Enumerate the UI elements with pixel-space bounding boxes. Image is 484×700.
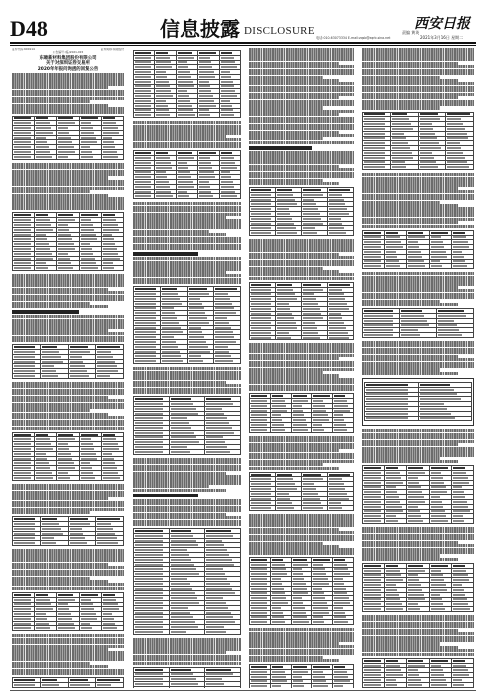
table-row [250,427,354,432]
section-heading [249,146,312,150]
table-cell [407,687,429,688]
table-cell [385,519,407,524]
bottom-rule [10,690,476,691]
data-table [362,465,474,524]
text-line [133,145,241,148]
data-table [364,382,472,421]
table-cell [250,231,276,236]
table-cell [79,266,101,271]
data-table [133,667,241,688]
date-line: 2021年3月16日 星期二 [420,35,464,40]
table-cell [134,359,161,364]
table-cell [407,607,429,612]
text-line [362,372,458,375]
text-line [133,247,241,250]
table-row [13,541,124,546]
table-cell [363,519,385,524]
table-row [13,266,124,271]
column-body [362,48,474,688]
table-cell [13,687,41,688]
table-cell [333,684,354,688]
contact-line: 电话:010-63073334 E-mail:zqsb@zqrb.sina.net [316,36,391,40]
text-line [12,427,124,430]
column-body [249,48,354,688]
table-cell [385,687,407,688]
table-cell [276,506,302,511]
table-cell [270,684,291,688]
table-cell [270,427,291,432]
table-cell [312,427,333,432]
table-cell [250,506,276,511]
table-row [13,626,124,631]
text-line [12,587,124,590]
column-2 [133,48,241,688]
table-cell [291,620,312,625]
table-row [363,607,474,612]
table-cell [250,335,276,340]
data-table [133,286,241,364]
table-cell [418,416,472,421]
table-cell [169,629,205,634]
table-cell [328,231,354,236]
text-line [12,511,90,514]
table-cell [400,333,437,338]
table-cell [13,374,41,379]
masthead-rule-thick [10,42,476,44]
text-line [133,281,241,284]
table-row [134,449,241,454]
table-cell [407,264,429,269]
table-cell [96,374,124,379]
table-cell [176,113,197,118]
table-cell [40,374,68,379]
data-table [362,230,474,269]
table-cell [96,687,124,688]
table-cell [35,154,57,159]
table-cell [79,626,101,631]
table-cell [291,684,312,688]
data-table [12,116,124,160]
table-cell [437,333,474,338]
data-table [249,282,354,341]
column-4 [362,48,474,688]
table-cell [134,629,170,634]
table-row [250,684,354,688]
table-cell [363,264,385,269]
table-cell [205,686,241,688]
table-row [13,374,124,379]
table-cell [35,475,57,480]
table-cell [40,687,68,688]
table-row [250,231,354,236]
table-cell [429,264,451,269]
text-line [249,552,354,555]
data-table [249,472,354,511]
data-table [133,150,241,199]
table-cell [169,449,205,454]
table-cell [328,335,354,340]
data-table [12,592,124,631]
table-cell [429,687,451,688]
table-row [134,686,241,688]
data-table [133,396,241,455]
table-cell [13,541,41,546]
text-line [249,182,339,185]
text-line [249,659,339,662]
table-cell [134,449,170,454]
text-line [249,141,354,144]
table-cell [187,359,214,364]
table-cell [302,506,328,511]
table-row [363,519,474,524]
column-body [12,73,124,688]
table-cell [205,629,241,634]
table-row [250,506,354,511]
table-cell [169,686,205,688]
table-cell [68,687,96,688]
text-line [362,558,458,561]
section-heading [12,310,79,314]
table-cell [176,194,197,199]
text-line [249,388,354,391]
table-row [363,333,474,338]
table-cell [333,620,354,625]
table-cell [79,154,101,159]
table-cell [155,194,176,199]
table-cell [407,519,429,524]
table-row [363,264,474,269]
data-table [249,557,354,625]
table-row [13,687,124,688]
table-cell [418,165,446,170]
table-row [13,154,124,159]
company-name: 东睦新材料集团股份有限公司 [39,55,97,61]
table-cell [276,335,302,340]
table-cell [250,620,271,625]
data-table [12,432,124,481]
table-cell [451,519,473,524]
table-cell [79,475,101,480]
data-table [362,112,474,171]
masthead [10,16,476,42]
section-title-zh: 信息披露 [160,17,240,41]
table-cell [390,165,418,170]
text-line [12,110,124,113]
table-cell [13,266,35,271]
text-line [249,277,354,280]
table-row [134,194,241,199]
masthead-rule-thin [10,45,476,46]
table-cell [101,154,123,159]
page-number: D48 [10,16,48,41]
data-table [12,344,124,379]
column-1 [12,48,124,688]
table-row [13,475,124,480]
table-cell [198,113,219,118]
table-cell [451,264,473,269]
table-cell [57,475,79,480]
table-cell [333,427,354,432]
data-table [12,516,124,546]
table-row [134,113,241,118]
section-title-en: DISCLOSURE [244,25,315,37]
table-cell [198,194,219,199]
announcement-title-line-2: 2020年年报问询函的回复公告 [37,67,99,72]
table-cell [451,607,473,612]
table-cell [57,626,79,631]
table-cell [363,165,391,170]
table-cell [429,519,451,524]
text-line [133,662,241,665]
table-cell [302,335,328,340]
table-cell [363,333,400,338]
data-table [362,658,474,688]
table-cell [101,475,123,480]
table-row [250,620,354,625]
table-cell [214,359,241,364]
table-row [363,165,474,170]
table-cell [134,194,155,199]
boxed-table [362,378,474,426]
text-line [12,672,124,675]
table-cell [13,626,35,631]
data-table [249,664,354,688]
text-line [133,391,241,394]
data-table [133,50,241,118]
table-row [134,359,241,364]
text-line [133,523,241,526]
table-cell [35,626,57,631]
table-row [250,335,354,340]
text-line [12,207,124,210]
table-cell [219,194,240,199]
announcement-title-line-1: 关于对深圳证券交易所 [46,61,90,67]
text-line [362,460,458,463]
table-cell [96,541,124,546]
table-row [365,416,472,421]
table-cell [385,264,407,269]
table-cell [302,231,328,236]
table-cell [134,113,155,118]
column-3 [249,48,354,688]
section-heading [133,494,198,498]
table-cell [101,626,123,631]
stock-name: 证券简称:东睦股份 [100,48,124,51]
data-table [362,563,474,612]
table-cell [365,416,419,421]
table-cell [205,449,241,454]
table-cell [385,607,407,612]
editor-line: 责编 黄英 [402,30,420,35]
table-cell [40,541,68,546]
text-line [12,305,108,308]
table-row [363,687,474,688]
table-cell [57,154,79,159]
text-line [12,339,124,342]
data-table [249,187,354,236]
section-heading [133,252,198,256]
text-line [249,467,339,470]
table-cell [312,620,333,625]
data-table [12,677,124,688]
table-cell [291,427,312,432]
table-cell [446,165,474,170]
table-cell [363,607,385,612]
table-cell [35,266,57,271]
table-cell [312,684,333,688]
data-table [362,308,474,338]
table-cell [160,359,187,364]
table-cell [219,113,240,118]
table-cell [13,475,35,480]
table-cell [155,113,176,118]
notice-number: 公告编号:(临)2021-015 [52,50,84,55]
table-cell [68,541,96,546]
table-row [134,629,241,634]
table-cell [68,374,96,379]
table-cell [57,266,79,271]
table-cell [13,154,35,159]
table-cell [270,620,291,625]
data-table [133,528,241,635]
data-table [249,393,354,432]
table-cell [276,231,302,236]
table-cell [429,607,451,612]
stock-code: 证券代码:600114 [12,48,35,51]
table-cell [328,506,354,511]
text-line [362,106,440,109]
newspaper-logo: 西安日报 [414,16,470,32]
table-cell [250,684,271,688]
text-line [362,653,474,656]
table-cell [250,427,271,432]
text-line [362,225,474,228]
table-cell [134,686,170,688]
table-cell [101,266,123,271]
data-table [12,212,124,271]
table-cell [363,687,385,688]
table-cell [451,687,473,688]
column-body [133,50,241,688]
text-line [133,489,226,492]
text-line [362,303,458,306]
